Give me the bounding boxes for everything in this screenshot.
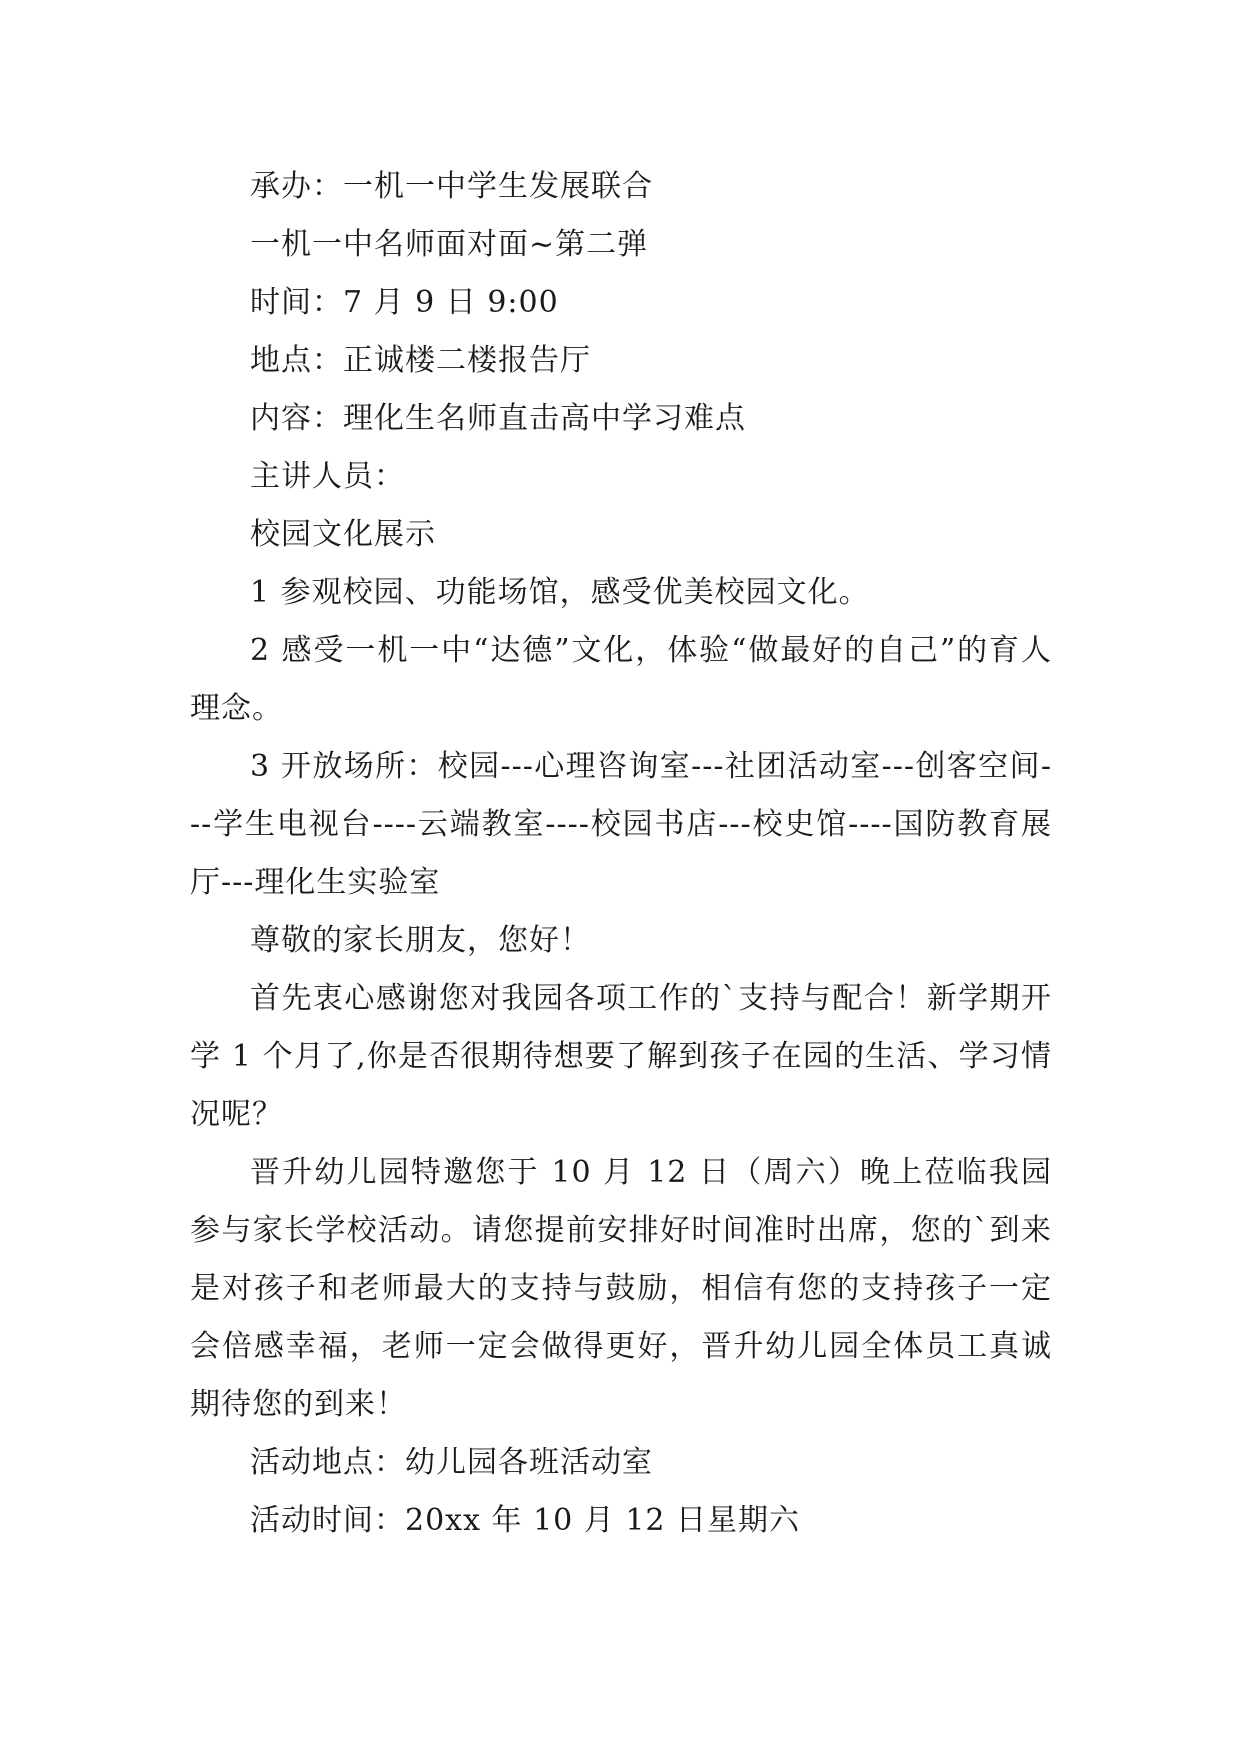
event-title: 一机一中名师面对面~第二弹 <box>250 227 649 262</box>
list-item: 2 感受一机一中“达德”文化，体验“做最好的自己”的育人理念。 <box>190 633 1052 726</box>
time-line: 时间：7 月 9 日 9:00 <box>250 285 559 320</box>
organizer-line: 承办：一机一中学生发展联合 <box>250 169 653 204</box>
document-body <box>190 158 1052 1550</box>
body-paragraph: 首先衷心感谢您对我园各项工作的`支持与配合！新学期开学 1 个月了,你是否很期待想要了解到孩子在园的生活、学习情况呢？ <box>190 981 1052 1132</box>
content-line: 内容：理化生名师直击高中学习难点 <box>250 401 746 436</box>
activity-location: 活动地点：幼儿园各班活动室 <box>250 1445 653 1480</box>
activity-time: 活动时间：20xx 年 10 月 12 日星期六 <box>250 1503 801 1538</box>
section-heading: 校园文化展示 <box>250 517 436 552</box>
list-item: 3 开放场所：校园---心理咨询室---社团活动室---创客空间---学生电视台----云端教室----校园书店---校史馆----国防教育展厅---理化生实验室 <box>190 749 1052 900</box>
speakers-line: 主讲人员： <box>250 459 405 494</box>
list-item: 1 参观校园、功能场馆，感受优美校园文化。 <box>250 575 870 610</box>
body-paragraph: 晋升幼儿园特邀您于 10 月 12 日（周六）晚上莅临我园参与家长学校活动。请您提前安排好时间准时出席，您的`到来是对孩子和老师最大的支持与鼓励，相信有您的支持孩子一定会倍感幸福，老师一定会做得更好，晋升幼儿园全体员工真诚期待您的到来！ <box>190 1155 1052 1422</box>
location-line: 地点：正诚楼二楼报告厅 <box>250 343 591 378</box>
greeting-line: 尊敬的家长朋友，您好！ <box>250 923 591 958</box>
